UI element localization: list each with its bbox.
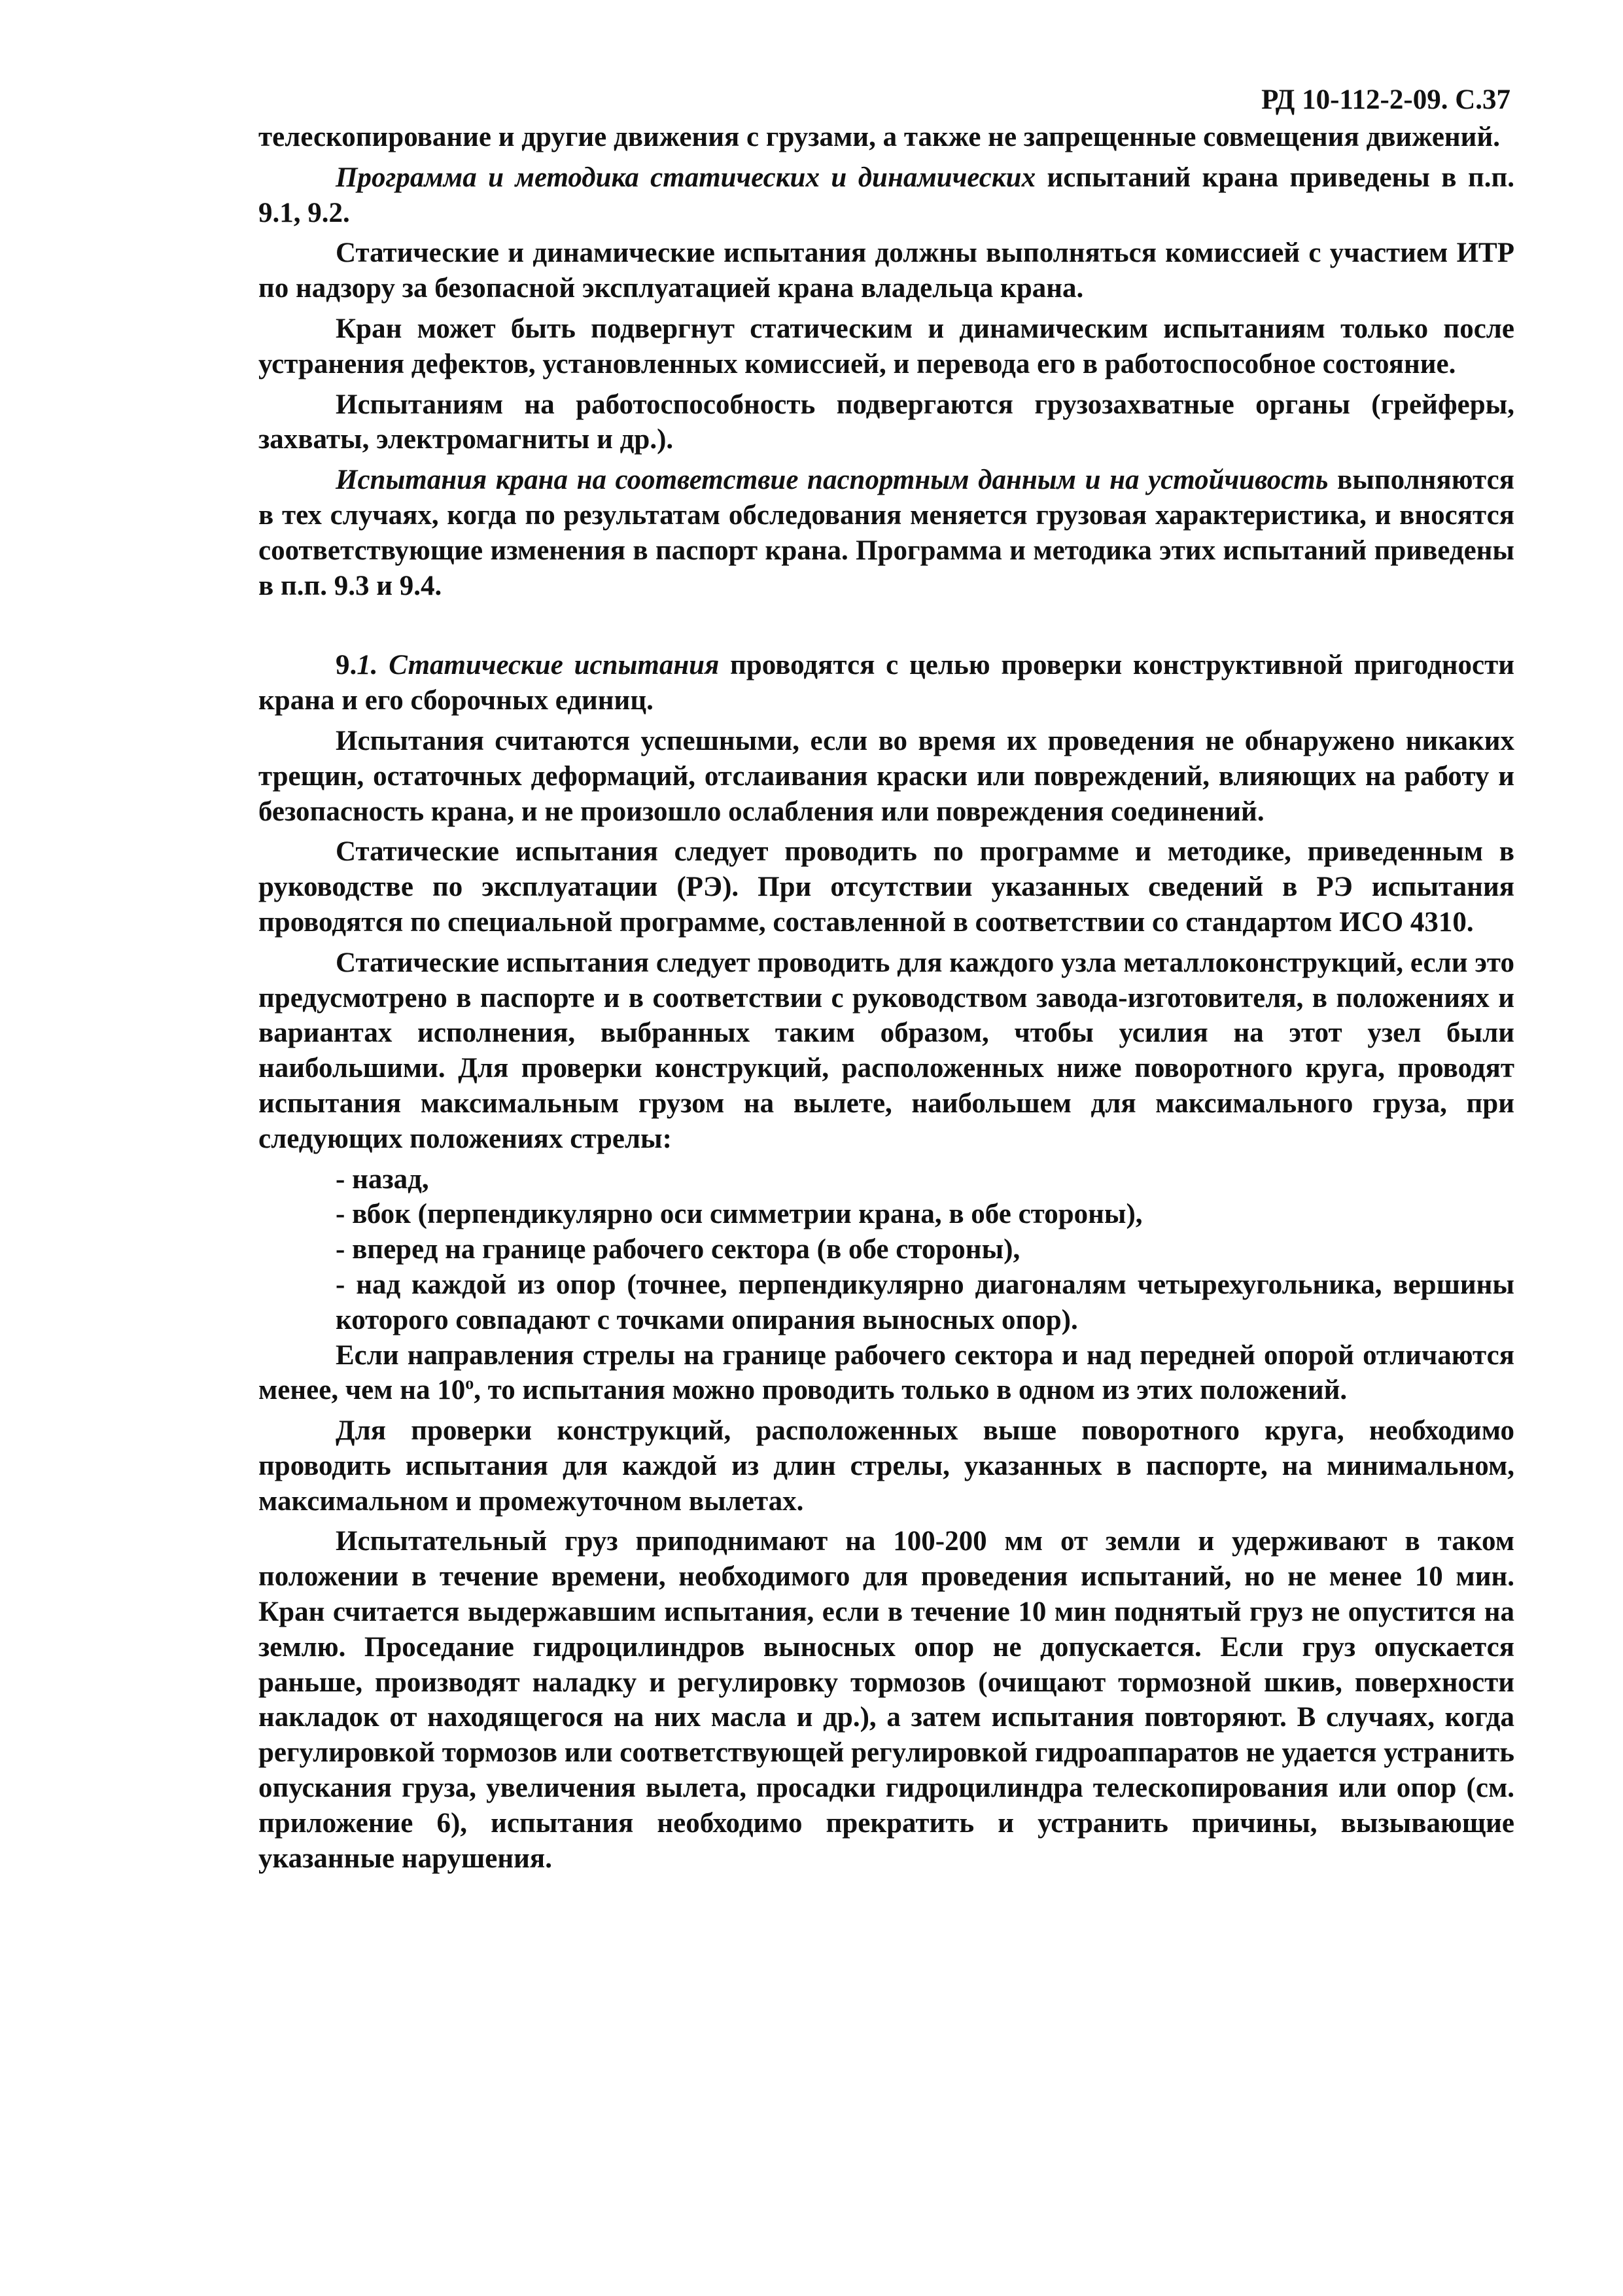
section-9-1-static-tests (258, 648, 1514, 718)
section-title: 1. Статические испытания (357, 650, 720, 681)
paragraph-text: выполняются в тех случаях, когда по результатам обследования меняется грузовая характеристика, и вносятся соответствующие изменения в паспорт крана. Программа и методика этих испытаний приведены в п.п. 9.3 и 9.4. (258, 465, 1514, 601)
paragraph-iso-4310: Статические испытания следует проводить по программе и методике, приведенным в руководстве по эксплуатации (РЭ). При отсутствии указанных сведений в РЭ испытания проводятся по специальной программе, составленной в соответствии со стандартом ИСО 4310. (258, 836, 1514, 938)
paragraph-text: испытаний крана приведены в п.п. 9.1, 9.2. (258, 162, 1514, 228)
paragraph-boom-direction (258, 1338, 1514, 1409)
paragraph-commission: Статические и динамические испытания должны выполняться комиссией с участием ИТР по надзору за безопасной эксплуатацией крана владельца крана. (258, 238, 1514, 304)
paragraph-defects: Кран может быть подвергнут статическим и динамическим испытаниям только после устранения дефектов, установленных комиссией, и перевода его в работоспособное состояние. (258, 313, 1514, 380)
italic-phrase: Испытания крана на соответствие паспортным данным и на устойчивость (336, 465, 1329, 496)
list-item: - назад, (336, 1163, 429, 1195)
list-item: - вперед на границе рабочего сектора (в обе стороны), (336, 1234, 1021, 1265)
section-number: 9. (336, 650, 357, 681)
paragraph-grab-organs: Испытаниям на работоспособность подвергаются грузозахватные органы (грейферы, захваты, электромагниты и др.). (258, 389, 1514, 455)
paragraph-text: Если направления стрелы на границе рабочего сектора и над передней опорой отличаются менее, чем на 10 (258, 1339, 1514, 1406)
paragraph-text: , то испытания можно проводить только в одном из этих положений. (474, 1375, 1348, 1406)
section-gap (258, 609, 1514, 648)
degree-sign: o (465, 1373, 474, 1393)
paragraph-text: проводятся с целью проверки конструктивной пригодности крана и его сборочных единиц. (258, 650, 1514, 716)
paragraph-telescoping: телескопирование и другие движения с грузами, а также не запрещенные совмещения движений. (258, 122, 1500, 152)
paragraph-test-load: Испытательный груз приподнимают на 100-200 мм от земли и удерживают в таком положении в течение времени, необходимого для проведения испытаний, но не менее 10 мин. Кран считается выдержавшим испытания, если в течение 10 мин поднятый груз не опустится на землю. Проседание гидроцилиндров выносных опор не допускается. Если груз опускается раньше, производят наладку и регулировку тормозов (очищают тормозной шкив, поверхности накладок от находящегося на них масла и др.), а затем испытания повторяют. В случаях, когда регулировкой тормозов или соответствующей регулировкой гидроаппаратов не удается устранить опускания груза, увеличения вылета, просадки гидроцилиндра телескопирования или опор (см. приложение 6), испытания необходимо прекратить и устранить причины, вызывающие указанные нарушения. (258, 1526, 1514, 1874)
paragraph-above-slewing-ring: Для проверки конструкций, расположенных выше поворотного круга, необходимо проводить испытания для каждой из длин стрелы, указанных в паспорте, на минимальном, максимальном и промежуточном вылетах. (258, 1415, 1514, 1517)
boom-positions-list (258, 1162, 1514, 1338)
list-item: - вбок (перпендикулярно оси симметрии крана, в обе стороны), (336, 1199, 1143, 1230)
paragraph-metal-structures: Статические испытания следует проводить для каждого узла металлоконструкций, если это предусмотрено в паспорте и в соответствии с руководством завода-изготовителя, в положениях и вариантах исполнения, выбранных таким образом, чтобы усилия на этот узел были наибольшими. Для проверки конструкций, расположенных ниже поворотного круга, проводят испытания максимальным грузом на вылете, наибольшем для максимального груза, при следующих положениях стрелы: (258, 947, 1514, 1154)
page-reference: РД 10-112-2-09. С.37 (1261, 84, 1510, 115)
paragraph-test-program (258, 160, 1514, 231)
list-item: - над каждой из опор (точнее, перпендикулярно диагоналям четырехугольника, вершины которого совпадают с точками опирания выносных опор). (336, 1269, 1514, 1335)
paragraph-success-criteria: Испытания считаются успешными, если во время их проведения не обнаружено никаких трещин, остаточных деформаций, отслаивания краски или повреждений, влияющих на работу и безопасность крана, и не произошло ослабления или повреждения соединений. (258, 725, 1514, 827)
paragraph-passport-tests (258, 463, 1514, 603)
italic-phrase: Программа и методика статических и динамических (336, 162, 1036, 193)
document-body (258, 120, 1514, 1881)
